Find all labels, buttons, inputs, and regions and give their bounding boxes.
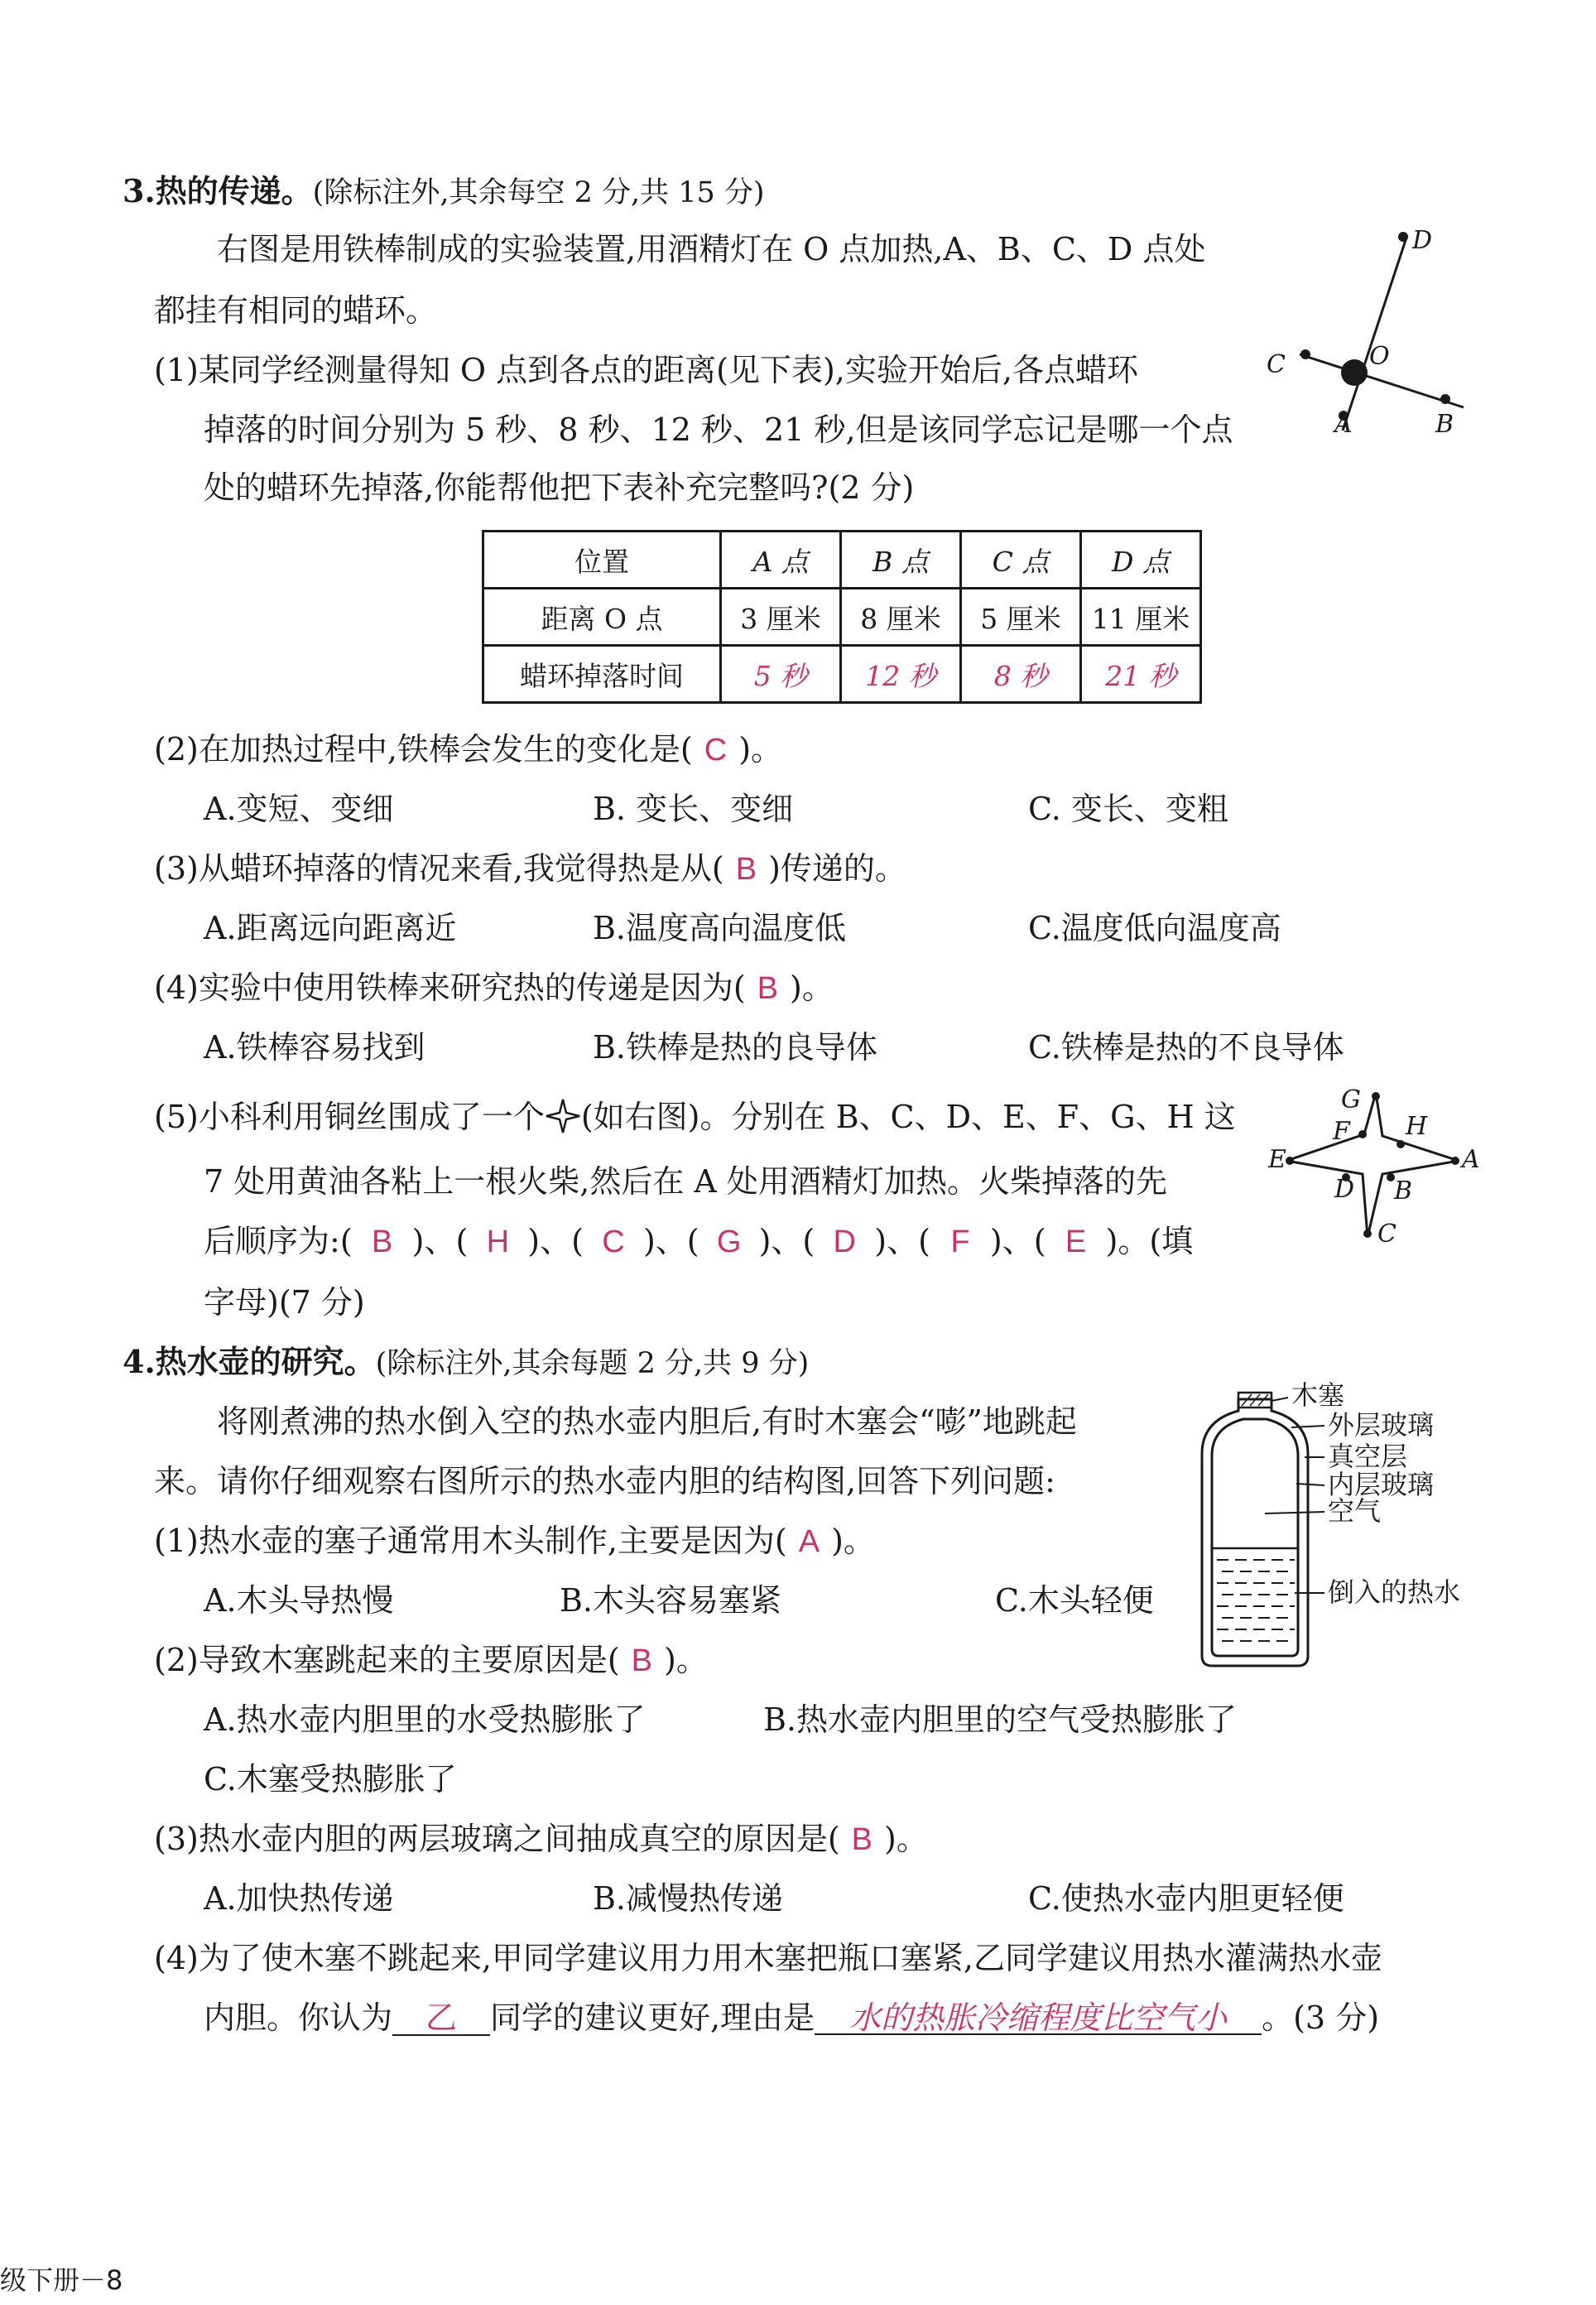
q4-p2-question: (2)导致木塞跳起来的主要原因是(	[154, 1642, 620, 1678]
q3-p5-line1-start: (5)小科利用铜丝围成了一个	[154, 1099, 545, 1135]
q3-p2-option-c: C. 变长、变粗	[1028, 791, 1228, 827]
q4-p3-option-b: B.减慢热传递	[593, 1880, 784, 1917]
q4-title-note: (除标注外,其余每题 2 分,共 9 分)	[375, 1347, 810, 1380]
table-answer-cell: 12 秒	[841, 646, 961, 703]
label-air: 空气	[1328, 1495, 1382, 1527]
label-vacuum: 真空层	[1328, 1441, 1408, 1472]
q4-p1-close: )。	[831, 1523, 875, 1559]
table-answer-cell: 5 秒	[721, 646, 841, 703]
q3-p3-answer: B	[735, 852, 757, 887]
q4-p3-answer: B	[851, 1822, 873, 1857]
point-c	[1363, 1229, 1372, 1238]
q3-intro-1: 右图是用铁棒制成的实验装置,用酒精灯在 O 点加热,A、B、C、D 点处	[217, 231, 1206, 267]
q4-p2-answer: B	[631, 1643, 653, 1678]
q3-p4-answer: B	[757, 971, 779, 1006]
q3-p5-line3-start: 后顺序为:	[204, 1223, 340, 1259]
q3-p2-option-b: B. 变长、变细	[593, 791, 794, 827]
q4-p2-option-a: A.热水壶内胆里的水受热膨胀了	[204, 1701, 646, 1738]
label-outer-glass: 外层玻璃	[1328, 1409, 1435, 1441]
point-b	[1440, 394, 1450, 404]
iron-rod-figure	[1258, 224, 1473, 447]
table-answer-cell: 21 秒	[1081, 646, 1201, 703]
q3-p4-option-c: C.铁棒是热的不良导体	[1028, 1029, 1344, 1066]
order-answer: D	[833, 1225, 856, 1259]
table-row	[483, 646, 1201, 703]
q4-p4-answer-reason: 水的热胀冷缩程度比空气小	[815, 2002, 1262, 2035]
order-answer: C	[602, 1225, 625, 1259]
outer-glass	[1202, 1399, 1308, 1666]
table-row	[483, 589, 1201, 646]
point-g	[1372, 1092, 1380, 1100]
q4-p4-line2-end: 。(3 分)	[1262, 1999, 1380, 2036]
table-header: C 点	[961, 532, 1081, 589]
q4-p2-close: )。	[664, 1642, 708, 1678]
q4-p3-close: )。	[884, 1821, 928, 1857]
label-hot-water: 倒入的热水	[1328, 1576, 1461, 1608]
q4-p4-line2-start: 内胆。你认为	[204, 1999, 393, 2036]
q4-p3-question: (3)热水壶内胆的两层玻璃之间抽成真空的原因是(	[154, 1821, 840, 1857]
label-o: O	[1369, 342, 1390, 371]
q4-p1-option-b: B.木头容易塞紧	[560, 1582, 782, 1619]
point-f	[1358, 1130, 1367, 1138]
q3-p1-line1: (1)某同学经测量得知 O 点到各点的距离(见下表),实验开始后,各点蜡环	[154, 352, 1138, 388]
q3-p4-option-b: B.铁棒是热的良导体	[593, 1029, 878, 1066]
point-d	[1398, 232, 1408, 242]
table-header: D 点	[1081, 532, 1201, 589]
q4-title: 4.热水壶的研究。	[123, 1343, 376, 1380]
q4-intro-1: 将刚煮沸的热水倒入空的热水壶内胆后,有时木塞会“嘭”地跳起	[217, 1403, 1077, 1440]
q3-p2-question: (2)在加热过程中,铁棒会发生的变化是(	[154, 731, 693, 768]
inner-glass	[1212, 1419, 1298, 1656]
q3-p4-question: (4)实验中使用铁棒来研究热的传递是因为(	[154, 970, 746, 1006]
q3-p3-option-c: C.温度低向温度高	[1028, 910, 1281, 946]
q3-p2-answer: C	[704, 733, 728, 768]
point-o	[1341, 359, 1368, 386]
table-cell: 11 厘米	[1081, 589, 1201, 646]
q4-p4-answer-student: 乙	[392, 2003, 490, 2036]
star-shape-icon	[545, 1098, 581, 1134]
page-footer: 级下册－8	[0, 2264, 123, 2296]
distance-time-table	[482, 530, 1202, 704]
order-answer: H	[486, 1225, 510, 1259]
label-d: D	[1412, 226, 1433, 255]
q3-p2-close: )。	[738, 731, 783, 768]
q3-p5-line3	[204, 1225, 1193, 1258]
table-row-label: 距离 O 点	[483, 589, 721, 646]
q3-p3-close: )传递的。	[768, 850, 906, 887]
q4-p4-line2-mid: 同学的建议更好,理由是	[490, 1999, 815, 2036]
order-blank: ( B )、( H )、( C )、( G )、( D )、( F )、( E )	[339, 1223, 1118, 1259]
q4-p3-option-a: A.加快热传递	[204, 1880, 394, 1917]
hot-water	[1212, 1548, 1298, 1641]
label-g: G	[1341, 1085, 1361, 1114]
q3-p5-line4: 字母)(7 分)	[204, 1284, 365, 1321]
label-c: C	[1377, 1220, 1396, 1249]
label-b: B	[1394, 1177, 1413, 1205]
q4-p3-option-c: C.使热水壶内胆更轻便	[1028, 1880, 1344, 1917]
q4-p1-answer: A	[798, 1524, 820, 1559]
label-h: H	[1406, 1112, 1428, 1141]
table-header: B 点	[841, 532, 961, 589]
table-header-row	[483, 532, 1201, 589]
thermos-figure	[1192, 1379, 1515, 1672]
point-h	[1396, 1140, 1405, 1148]
label-b: B	[1435, 410, 1454, 439]
q3-p3-option-a: A.距离远向距离近	[204, 910, 457, 946]
q3-title: 3.热的传递。	[123, 172, 313, 209]
label-f: F	[1333, 1117, 1350, 1146]
q4-p4-line1: (4)为了使木塞不跳起来,甲同学建议用力用木塞把瓶口塞紧,乙同学建议用热水灌满热水壶	[154, 1940, 1382, 1976]
q4-p1-question: (1)热水壶的塞子通常用木头制作,主要是因为(	[154, 1523, 787, 1559]
label-a: A	[1334, 410, 1353, 439]
q3-p1-line3: 处的蜡环先掉落,你能帮他把下表补充完整吗?(2 分)	[204, 469, 915, 506]
order-answer: B	[371, 1225, 393, 1259]
table-header: A 点	[721, 532, 841, 589]
q3-p5-line2: 7 处用黄油各粘上一根火柴,然后在 A 处用酒精灯加热。火柴掉落的先	[204, 1163, 1167, 1200]
point-c	[1300, 349, 1310, 359]
q4-intro-2: 来。请你仔细观察右图所示的热水壶内胆的结构图,回答下列问题:	[154, 1463, 1055, 1499]
table-cell: 8 厘米	[841, 589, 961, 646]
q3-p4-option-a: A.铁棒容易找到	[204, 1029, 425, 1066]
order-answer: F	[950, 1225, 970, 1259]
q3-p5-line1-end: (如右图)。分别在 B、C、D、E、F、G、H 这	[580, 1099, 1236, 1135]
q3-p3-option-b: B.温度高向温度低	[593, 910, 847, 946]
q3-p4-close: )。	[790, 970, 834, 1006]
order-answer: E	[1065, 1225, 1087, 1259]
star-outline	[1286, 1093, 1459, 1237]
table-answer-cell: 8 秒	[961, 646, 1081, 703]
q3-title-note: (除标注外,其余每空 2 分,共 15 分)	[312, 176, 765, 209]
q4-p2-option-c: C.木塞受热膨胀了	[204, 1761, 457, 1797]
label-a: A	[1462, 1145, 1480, 1174]
q4-p1-option-a: A.木头导热慢	[204, 1582, 394, 1619]
order-answer: G	[716, 1225, 742, 1259]
q3-p5-line3-end: 。(填	[1118, 1223, 1194, 1259]
q3-p3-question: (3)从蜡环掉落的情况来看,我觉得热是从(	[154, 850, 724, 887]
table-cell: 5 厘米	[961, 589, 1081, 646]
label-c: C	[1267, 350, 1286, 379]
rod-ad	[1343, 235, 1407, 431]
q4-p2-option-b: B.热水壶内胆里的空气受热膨胀了	[763, 1701, 1238, 1738]
label-stopper: 木塞	[1291, 1379, 1345, 1411]
point-a	[1451, 1157, 1459, 1165]
label-e: E	[1268, 1145, 1286, 1174]
q3-p2-option-a: A.变短、变细	[204, 791, 394, 827]
q3-intro-2: 都挂有相同的蜡环。	[154, 292, 438, 329]
point-e	[1286, 1157, 1294, 1165]
q3-p1-line2: 掉落的时间分别为 5 秒、8 秒、12 秒、21 秒,但是该同学忘记是哪一个点	[204, 411, 1233, 448]
table-row-label: 蜡环掉落时间	[483, 646, 721, 703]
q4-p1-option-c: C.木头轻便	[995, 1582, 1154, 1619]
table-cell: 3 厘米	[721, 589, 841, 646]
table-header: 位置	[483, 532, 721, 589]
label-inner-glass: 内层玻璃	[1328, 1469, 1435, 1500]
copper-star-figure	[1267, 1085, 1482, 1250]
label-d: D	[1334, 1175, 1355, 1204]
